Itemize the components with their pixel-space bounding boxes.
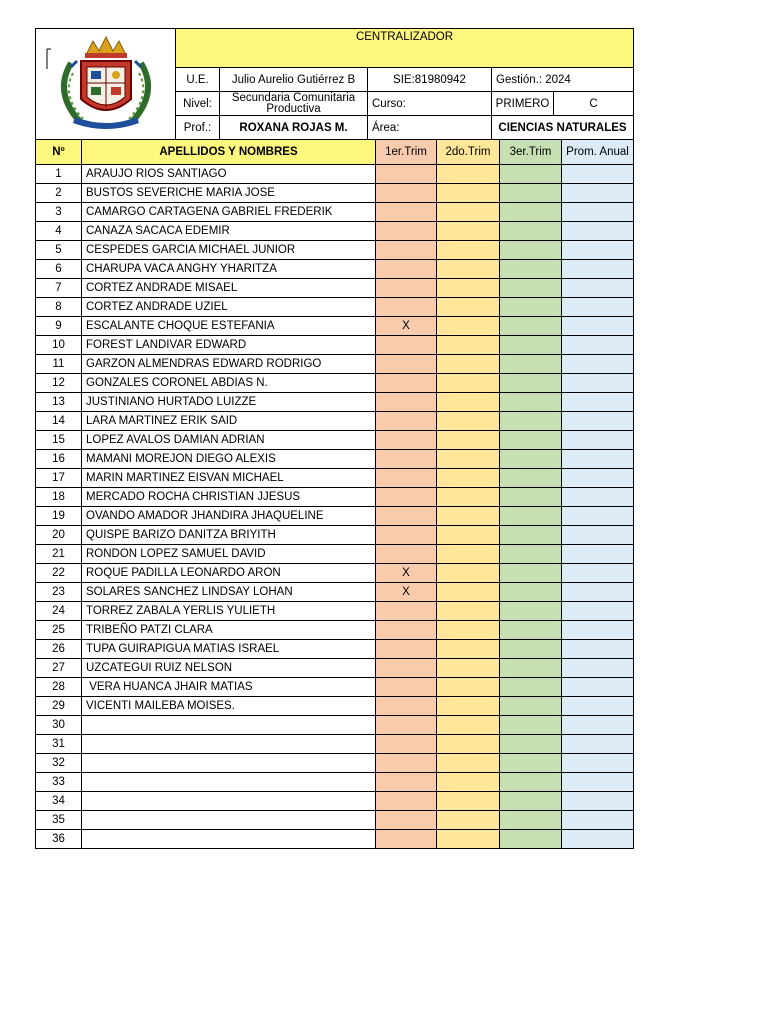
student-name xyxy=(82,716,376,735)
trim3-cell xyxy=(500,488,562,507)
trim2-cell xyxy=(437,754,500,773)
trim3-cell xyxy=(500,545,562,564)
trim1-cell xyxy=(376,298,437,317)
table-row xyxy=(36,279,634,298)
annual-cell xyxy=(562,773,634,792)
annual-cell xyxy=(562,165,634,184)
student-name xyxy=(82,735,376,754)
trim1-cell xyxy=(376,412,437,431)
trim2-cell xyxy=(437,602,500,621)
curso-label: Curso: xyxy=(368,92,492,116)
trim2-cell xyxy=(437,450,500,469)
trim1-cell xyxy=(376,450,437,469)
student-name: RONDON LOPEZ SAMUEL DAVID xyxy=(82,545,376,564)
trim3-cell xyxy=(500,374,562,393)
table-row xyxy=(36,260,634,279)
table-row xyxy=(36,203,634,222)
table-row xyxy=(36,507,634,526)
row-number: 7 xyxy=(36,279,82,298)
row-number: 30 xyxy=(36,716,82,735)
trim3-cell xyxy=(500,241,562,260)
row-number: 3 xyxy=(36,203,82,222)
trim3-cell xyxy=(500,773,562,792)
row-number: 2 xyxy=(36,184,82,203)
trim3-cell xyxy=(500,754,562,773)
trim3-cell xyxy=(500,431,562,450)
table-row xyxy=(36,165,634,184)
trim3-cell xyxy=(500,659,562,678)
annual-cell xyxy=(562,469,634,488)
row-number: 8 xyxy=(36,298,82,317)
trim2-cell xyxy=(437,241,500,260)
trim1-cell xyxy=(376,279,437,298)
row-number: 1 xyxy=(36,165,82,184)
student-name: VERA HUANCA JHAIR MATIAS xyxy=(82,678,376,697)
student-name: LARA MARTINEZ ERIK SAID xyxy=(82,412,376,431)
annual-cell xyxy=(562,754,634,773)
student-name: CHARUPA VACA ANGHY YHARITZA xyxy=(82,260,376,279)
row-number: 14 xyxy=(36,412,82,431)
student-rows xyxy=(36,165,634,849)
trim2-cell xyxy=(437,659,500,678)
student-name: TRIBEÑO PATZI CLARA xyxy=(82,621,376,640)
annual-cell xyxy=(562,792,634,811)
trim2-cell xyxy=(437,431,500,450)
row-number: 13 xyxy=(36,393,82,412)
trim2-cell xyxy=(437,773,500,792)
annual-cell xyxy=(562,450,634,469)
student-name xyxy=(82,811,376,830)
student-name: QUISPE BARIZO DANITZA BRIYITH xyxy=(82,526,376,545)
prof-value: ROXANA ROJAS M. xyxy=(220,116,368,140)
trim3-cell xyxy=(500,526,562,545)
table-row xyxy=(36,222,634,241)
trim3-cell xyxy=(500,336,562,355)
trim1-cell xyxy=(376,716,437,735)
trim3-cell xyxy=(500,564,562,583)
nivel-value: Secundaria Comunitaria Productiva xyxy=(220,92,368,116)
trim1-cell xyxy=(376,811,437,830)
trim2-cell xyxy=(437,355,500,374)
student-name xyxy=(82,773,376,792)
trim2-cell xyxy=(437,298,500,317)
trim3-cell xyxy=(500,412,562,431)
trim3-cell xyxy=(500,393,562,412)
trim2-cell xyxy=(437,811,500,830)
row-number: 20 xyxy=(36,526,82,545)
student-name xyxy=(82,792,376,811)
table-row xyxy=(36,488,634,507)
annual-cell xyxy=(562,640,634,659)
trim1-cell xyxy=(376,659,437,678)
row-number: 22 xyxy=(36,564,82,583)
row-number: 35 xyxy=(36,811,82,830)
trim2-cell xyxy=(437,184,500,203)
row-number: 10 xyxy=(36,336,82,355)
student-name: OVANDO AMADOR JHANDIRA JHAQUELINE xyxy=(82,507,376,526)
table-row xyxy=(36,355,634,374)
trim1-cell xyxy=(376,374,437,393)
document-title: CENTRALIZADOR xyxy=(176,29,634,68)
row-number: 33 xyxy=(36,773,82,792)
table-row xyxy=(36,298,634,317)
row-number: 24 xyxy=(36,602,82,621)
student-name: MARIN MARTINEZ EISVAN MICHAEL xyxy=(82,469,376,488)
annual-cell xyxy=(562,697,634,716)
trim3-cell xyxy=(500,203,562,222)
student-name: CORTEZ ANDRADE MISAEL xyxy=(82,279,376,298)
row-number: 15 xyxy=(36,431,82,450)
student-name: FOREST LANDIVAR EDWARD xyxy=(82,336,376,355)
annual-cell xyxy=(562,222,634,241)
trim2-cell xyxy=(437,830,500,849)
trim1-cell xyxy=(376,241,437,260)
trim2-cell xyxy=(437,507,500,526)
trim1-cell xyxy=(376,697,437,716)
student-name: ESCALANTE CHOQUE ESTEFANIA xyxy=(82,317,376,336)
student-name xyxy=(82,830,376,849)
trim3-cell xyxy=(500,260,562,279)
trim2-cell xyxy=(437,735,500,754)
trim3-cell xyxy=(500,355,562,374)
table-row xyxy=(36,773,634,792)
annual-cell xyxy=(562,811,634,830)
col-header-number: Nº xyxy=(36,140,82,165)
table-row xyxy=(36,792,634,811)
centralizador-sheet xyxy=(35,28,633,850)
student-name: TORREZ ZABALA YERLIS YULIETH xyxy=(82,602,376,621)
trim3-cell xyxy=(500,583,562,602)
student-name: BUSTOS SEVERICHE MARIA JOSE xyxy=(82,184,376,203)
student-name: MAMANI MOREJON DIEGO ALEXIS xyxy=(82,450,376,469)
table-row xyxy=(36,602,634,621)
trim2-cell xyxy=(437,697,500,716)
annual-cell xyxy=(562,184,634,203)
annual-cell xyxy=(562,716,634,735)
trim2-cell xyxy=(437,317,500,336)
trim2-cell xyxy=(437,678,500,697)
trim2-cell xyxy=(437,545,500,564)
trim3-cell xyxy=(500,507,562,526)
trim1-cell xyxy=(376,526,437,545)
annual-cell xyxy=(562,659,634,678)
trim2-cell xyxy=(437,374,500,393)
gestion-value: Gestión.: 2024 xyxy=(492,68,634,92)
student-name: GARZON ALMENDRAS EDWARD RODRIGO xyxy=(82,355,376,374)
student-name: CORTEZ ANDRADE UZIEL xyxy=(82,298,376,317)
table-row xyxy=(36,526,634,545)
trim1-cell: X xyxy=(376,583,437,602)
row-number: 21 xyxy=(36,545,82,564)
trim3-cell xyxy=(500,469,562,488)
table-row xyxy=(36,811,634,830)
trim1-cell xyxy=(376,640,437,659)
trim2-cell xyxy=(437,260,500,279)
trim1-cell xyxy=(376,431,437,450)
trim1-cell xyxy=(376,602,437,621)
trim3-cell xyxy=(500,317,562,336)
student-name: VICENTI MAILEBA MOISES. xyxy=(82,697,376,716)
annual-cell xyxy=(562,488,634,507)
row-number: 34 xyxy=(36,792,82,811)
trim1-cell: X xyxy=(376,564,437,583)
row-number: 26 xyxy=(36,640,82,659)
annual-cell xyxy=(562,830,634,849)
grades-table xyxy=(35,139,634,849)
table-row xyxy=(36,336,634,355)
school-crest-logo xyxy=(41,33,171,133)
trim2-cell xyxy=(437,393,500,412)
trim3-cell xyxy=(500,165,562,184)
row-number: 12 xyxy=(36,374,82,393)
student-name: JUSTINIANO HURTADO LUIZZE xyxy=(82,393,376,412)
student-name xyxy=(82,754,376,773)
annual-cell xyxy=(562,545,634,564)
student-name: LOPEZ AVALOS DAMIAN ADRIAN xyxy=(82,431,376,450)
prof-label: Prof.: xyxy=(176,116,220,140)
table-row xyxy=(36,564,634,583)
student-name: SOLARES SANCHEZ LINDSAY LOHAN xyxy=(82,583,376,602)
trim1-cell xyxy=(376,260,437,279)
annual-cell xyxy=(562,260,634,279)
school-logo-cell xyxy=(36,29,176,140)
table-row xyxy=(36,431,634,450)
table-row xyxy=(36,678,634,697)
student-name: CESPEDES GARCIA MICHAEL JUNIOR xyxy=(82,241,376,260)
table-row xyxy=(36,317,634,336)
table-row xyxy=(36,374,634,393)
row-number: 29 xyxy=(36,697,82,716)
row-number: 19 xyxy=(36,507,82,526)
col-header-names: APELLIDOS Y NOMBRES xyxy=(82,140,376,165)
trim3-cell xyxy=(500,735,562,754)
row-number: 36 xyxy=(36,830,82,849)
trim2-cell xyxy=(437,336,500,355)
area-label: Área: xyxy=(368,116,492,140)
annual-cell xyxy=(562,298,634,317)
trim1-cell xyxy=(376,754,437,773)
trim2-cell xyxy=(437,488,500,507)
row-number: 16 xyxy=(36,450,82,469)
col-header-trim1: 1er.Trim xyxy=(376,140,437,165)
row-number: 25 xyxy=(36,621,82,640)
trim2-cell xyxy=(437,203,500,222)
trim1-cell xyxy=(376,355,437,374)
trim3-cell xyxy=(500,716,562,735)
area-value: CIENCIAS NATURALES xyxy=(492,116,634,140)
trim1-cell xyxy=(376,621,437,640)
annual-cell xyxy=(562,526,634,545)
table-row xyxy=(36,716,634,735)
table-row xyxy=(36,621,634,640)
table-row xyxy=(36,830,634,849)
trim3-cell xyxy=(500,450,562,469)
annual-cell xyxy=(562,564,634,583)
trim3-cell xyxy=(500,792,562,811)
row-number: 31 xyxy=(36,735,82,754)
trim1-cell xyxy=(376,488,437,507)
trim3-cell xyxy=(500,279,562,298)
trim2-cell xyxy=(437,640,500,659)
table-row xyxy=(36,469,634,488)
ue-value: Julio Aurelio Gutiérrez B xyxy=(220,68,368,92)
trim2-cell xyxy=(437,583,500,602)
table-row xyxy=(36,754,634,773)
student-name: ARAUJO RIOS SANTIAGO xyxy=(82,165,376,184)
annual-cell xyxy=(562,203,634,222)
trim3-cell xyxy=(500,222,562,241)
annual-cell xyxy=(562,279,634,298)
trim1-cell xyxy=(376,545,437,564)
student-name: CANAZA SACACA EDEMIR xyxy=(82,222,376,241)
trim2-cell xyxy=(437,621,500,640)
trim1-cell xyxy=(376,507,437,526)
row-number: 6 xyxy=(36,260,82,279)
trim1-cell xyxy=(376,393,437,412)
ue-label: U.E. xyxy=(176,68,220,92)
annual-cell xyxy=(562,412,634,431)
trim2-cell xyxy=(437,526,500,545)
trim3-cell xyxy=(500,298,562,317)
trim1-cell xyxy=(376,792,437,811)
table-row xyxy=(36,659,634,678)
student-name: TUPA GUIRAPIGUA MATIAS ISRAEL xyxy=(82,640,376,659)
header-table xyxy=(35,28,634,140)
trim1-cell xyxy=(376,773,437,792)
sie-value: SIE:81980942 xyxy=(368,68,492,92)
trim3-cell xyxy=(500,830,562,849)
row-number: 11 xyxy=(36,355,82,374)
table-row xyxy=(36,412,634,431)
annual-cell xyxy=(562,678,634,697)
annual-cell xyxy=(562,602,634,621)
row-number: 17 xyxy=(36,469,82,488)
col-header-trim2: 2do.Trim xyxy=(437,140,500,165)
table-row xyxy=(36,697,634,716)
annual-cell xyxy=(562,393,634,412)
trim3-cell xyxy=(500,640,562,659)
row-number: 23 xyxy=(36,583,82,602)
row-number: 28 xyxy=(36,678,82,697)
annual-cell xyxy=(562,431,634,450)
trim3-cell xyxy=(500,697,562,716)
annual-cell xyxy=(562,355,634,374)
student-name: MERCADO ROCHA CHRISTIAN JJESUS xyxy=(82,488,376,507)
trim1-cell xyxy=(376,222,437,241)
paralelo-value: C xyxy=(554,92,634,116)
trim1-cell xyxy=(376,678,437,697)
table-row xyxy=(36,241,634,260)
table-row xyxy=(36,184,634,203)
annual-cell xyxy=(562,336,634,355)
trim1-cell xyxy=(376,469,437,488)
student-name: CAMARGO CARTAGENA GABRIEL FREDERIK xyxy=(82,203,376,222)
trim1-cell: X xyxy=(376,317,437,336)
trim1-cell xyxy=(376,735,437,754)
table-row xyxy=(36,583,634,602)
trim3-cell xyxy=(500,678,562,697)
trim1-cell xyxy=(376,830,437,849)
student-name: GONZALES CORONEL ABDIAS N. xyxy=(82,374,376,393)
annual-cell xyxy=(562,583,634,602)
trim1-cell xyxy=(376,184,437,203)
nivel-label: Nivel: xyxy=(176,92,220,116)
table-row xyxy=(36,450,634,469)
table-row xyxy=(36,640,634,659)
student-name: UZCATEGUI RUIZ NELSON xyxy=(82,659,376,678)
col-header-annual: Prom. Anual xyxy=(562,140,634,165)
trim2-cell xyxy=(437,716,500,735)
trim1-cell xyxy=(376,203,437,222)
row-number: 5 xyxy=(36,241,82,260)
trim2-cell xyxy=(437,222,500,241)
trim3-cell xyxy=(500,184,562,203)
trim2-cell xyxy=(437,469,500,488)
curso-value: PRIMERO xyxy=(492,92,554,116)
row-number: 9 xyxy=(36,317,82,336)
annual-cell xyxy=(562,374,634,393)
trim2-cell xyxy=(437,165,500,184)
trim3-cell xyxy=(500,602,562,621)
trim3-cell xyxy=(500,621,562,640)
table-row xyxy=(36,393,634,412)
annual-cell xyxy=(562,735,634,754)
col-header-trim3: 3er.Trim xyxy=(500,140,562,165)
annual-cell xyxy=(562,317,634,336)
table-row xyxy=(36,545,634,564)
trim2-cell xyxy=(437,564,500,583)
table-row xyxy=(36,735,634,754)
row-number: 32 xyxy=(36,754,82,773)
trim1-cell xyxy=(376,165,437,184)
row-number: 4 xyxy=(36,222,82,241)
student-name: ROQUE PADILLA LEONARDO ARON xyxy=(82,564,376,583)
trim2-cell xyxy=(437,792,500,811)
trim2-cell xyxy=(437,412,500,431)
row-number: 27 xyxy=(36,659,82,678)
annual-cell xyxy=(562,241,634,260)
trim3-cell xyxy=(500,811,562,830)
annual-cell xyxy=(562,621,634,640)
annual-cell xyxy=(562,507,634,526)
trim2-cell xyxy=(437,279,500,298)
row-number: 18 xyxy=(36,488,82,507)
trim1-cell xyxy=(376,336,437,355)
